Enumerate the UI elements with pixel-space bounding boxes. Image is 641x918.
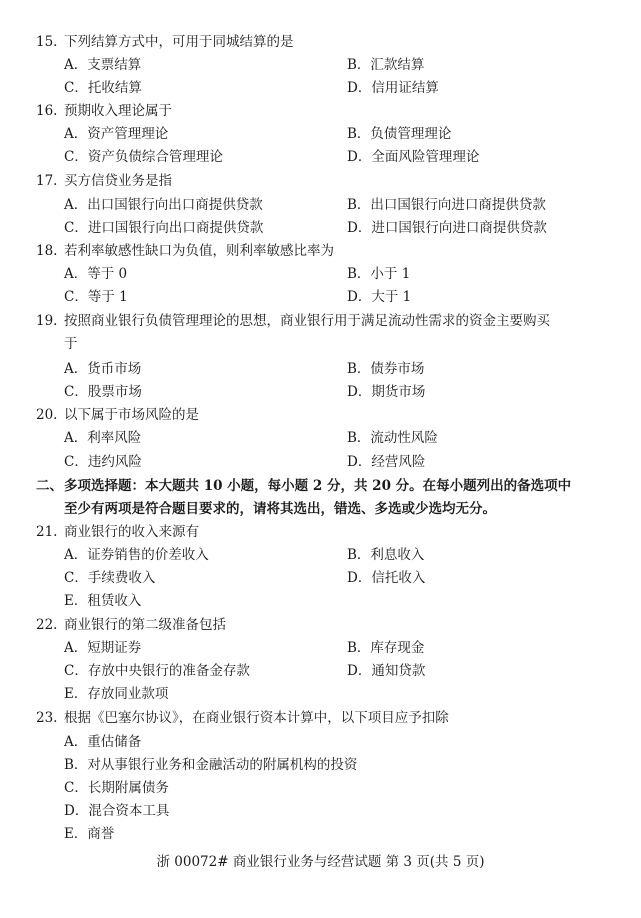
option-e: E．商誉 <box>64 826 115 842</box>
question-number: 19. <box>36 313 58 329</box>
option-b: B．小于 1 <box>347 266 411 282</box>
section-number: 二、 <box>36 478 63 494</box>
option-d: D．通知贷款 <box>347 663 426 679</box>
question-number: 16. <box>36 103 58 119</box>
option-b: B．债券市场 <box>347 361 425 377</box>
option-c: C．等于 1 <box>64 289 128 305</box>
option-c: C．进口国银行向出口商提供贷款 <box>64 220 264 236</box>
option-b: B．利息收入 <box>347 547 425 563</box>
option-b: B．流动性风险 <box>347 430 438 446</box>
question-text: 买方信贷业务是指 <box>64 173 172 189</box>
option-a: A．利率风险 <box>64 430 142 446</box>
option-b: B．负债管理理论 <box>347 126 452 142</box>
option-b: B．对从事银行业务和金融活动的附属机构的投资 <box>64 757 358 773</box>
question-text: 预期收入理论属于 <box>64 103 172 119</box>
option-d: D．大于 1 <box>347 289 412 305</box>
option-b: B．出口国银行向进口商提供贷款 <box>347 197 546 213</box>
option-d: D．信托收入 <box>347 570 426 586</box>
option-d: D．经营风险 <box>347 454 426 470</box>
option-a: A．货币市场 <box>64 361 142 377</box>
question-text: 以下属于市场风险的是 <box>64 407 199 423</box>
question-number: 20. <box>36 407 58 423</box>
question-text: 下列结算方式中，可用于同城结算的是 <box>64 34 294 50</box>
option-e: E．存放同业款项 <box>64 686 169 702</box>
question-number: 17. <box>36 173 58 189</box>
question-text: 商业银行的收入来源有 <box>64 524 199 540</box>
option-a: A．等于 0 <box>64 266 128 282</box>
question-number: 22. <box>36 617 58 633</box>
option-d: D．信用证结算 <box>347 80 439 96</box>
page-footer: 浙 00072# 商业银行业务与经营试题 第 3 页(共 5 页) <box>156 854 485 870</box>
question-number: 15. <box>36 34 58 50</box>
option-c: C．存放中央银行的准备金存款 <box>64 663 250 679</box>
option-d: D．混合资本工具 <box>64 803 170 819</box>
option-d: D．进口国银行向进口商提供贷款 <box>347 220 547 236</box>
option-e: E．租赁收入 <box>64 593 142 609</box>
option-c: C．托收结算 <box>64 80 142 96</box>
question-text: 商业银行的第二级准备包括 <box>64 617 226 633</box>
option-a: A．证券销售的价差收入 <box>64 547 209 563</box>
option-c: C．资产负债综合管理理论 <box>64 149 223 165</box>
option-c: C．违约风险 <box>64 454 142 470</box>
option-d: D．全面风险管理理论 <box>347 149 480 165</box>
option-d: D．期货市场 <box>347 384 426 400</box>
question-text: 根据《巴塞尔协议》，在商业银行资本计算中，以下项目应予扣除 <box>64 710 449 726</box>
question-text: 若利率敏感性缺口为负值，则利率敏感比率为 <box>64 243 334 259</box>
option-a: A．短期证券 <box>64 640 142 656</box>
question-text: 按照商业银行负债管理理论的思想，商业银行用于满足流动性需求的资金主要购买 <box>64 313 550 329</box>
option-c: C．股票市场 <box>64 384 142 400</box>
option-b: B．汇款结算 <box>347 57 425 73</box>
question-number: 23. <box>36 710 58 726</box>
question-number: 21. <box>36 524 58 540</box>
option-a: A．支票结算 <box>64 57 142 73</box>
option-c: C．手续费收入 <box>64 570 156 586</box>
option-a: A．资产管理理论 <box>64 126 169 142</box>
option-a: A．重估储备 <box>64 734 142 750</box>
option-a: A．出口国银行向出口商提供贷款 <box>64 197 263 213</box>
question-number: 18. <box>36 243 58 259</box>
option-b: B．库存现金 <box>347 640 425 656</box>
section-instructions-continued: 至少有两项是符合题目要求的，请将其选出，错选、多选或少选均无分。 <box>64 501 496 517</box>
section-instructions: 多项选择题：本大题共 10 小题，每小题 2 分，共 20 分。在每小题列出的备选项中 <box>64 478 572 494</box>
option-c: C．长期附属债务 <box>64 780 169 796</box>
question-text-continued: 于 <box>64 336 78 352</box>
